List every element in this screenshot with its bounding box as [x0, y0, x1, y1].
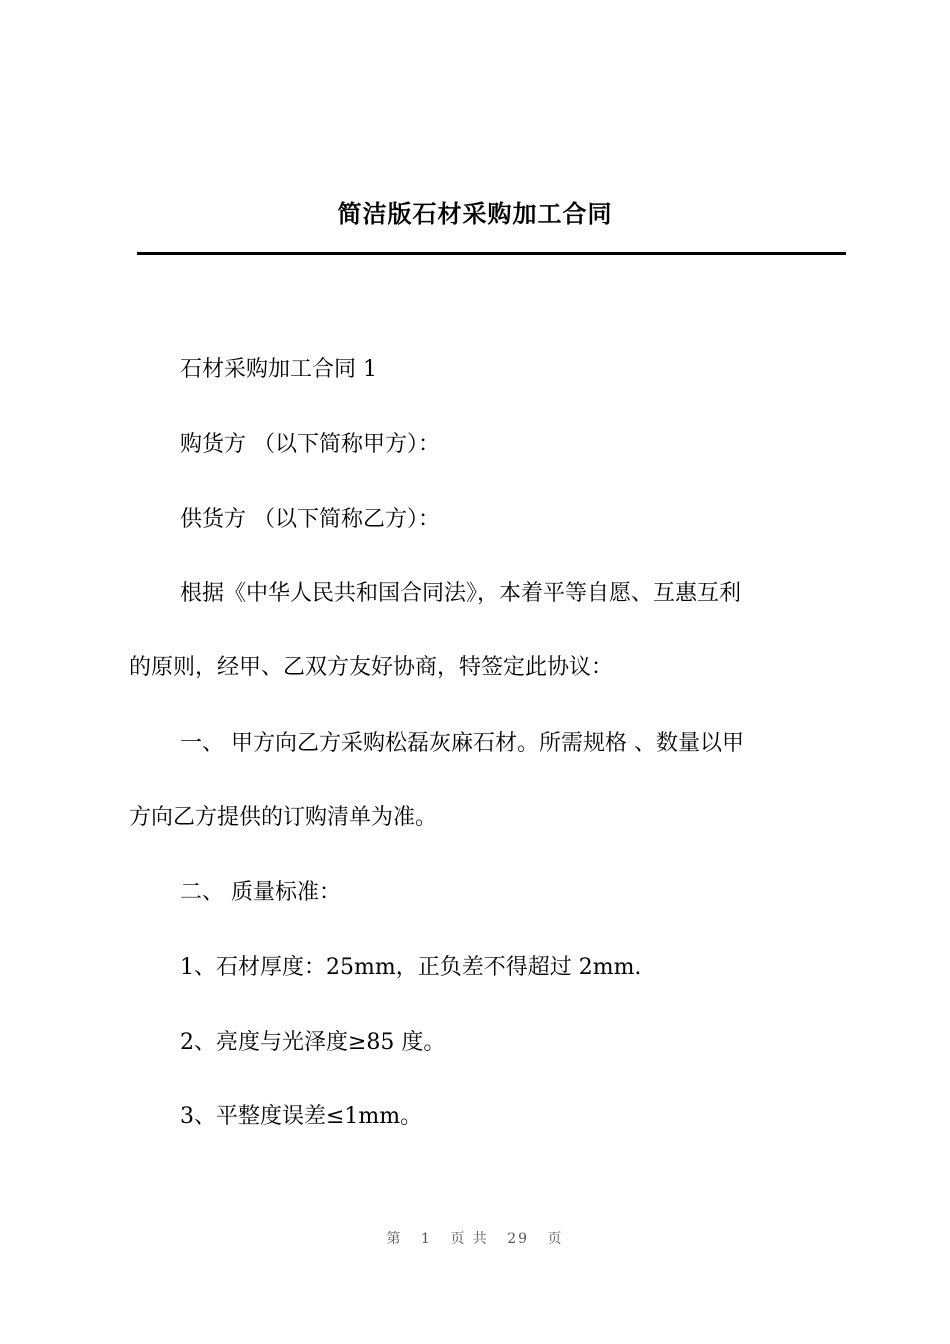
- clause-1-line-2: 方向乙方提供的订购清单为准。: [129, 805, 438, 830]
- standard-item-3: 3、平整度误差≤1mm。: [180, 1104, 423, 1129]
- contract-heading: 石材采购加工合同 1: [180, 357, 377, 382]
- title-underline: [137, 252, 846, 255]
- preamble-line-2: 的原则，经甲、乙双方友好协商，特签定此协议：: [129, 655, 614, 680]
- standard-item-1: 1、石材厚度：25mm，正负差不得超过 2mm.: [180, 955, 642, 980]
- footer-prefix: 第: [386, 1231, 403, 1247]
- standard-item-2: 2、亮度与光泽度≥85 度。: [180, 1030, 446, 1055]
- page-footer: [0, 1228, 950, 1250]
- footer-suffix: 页: [547, 1231, 564, 1247]
- document-title: 简洁版石材采购加工合同: [337, 199, 613, 228]
- footer-middle: 页 共: [450, 1231, 489, 1247]
- footer-current-page: 1: [420, 1231, 432, 1247]
- clause-2-heading: 二、 质量标准：: [180, 880, 341, 905]
- buyer-line: 购货方 （以下简称甲方）：: [180, 432, 440, 457]
- preamble-line-1: 根据《中华人民共和国合同法》，本着平等自愿、互惠互利: [180, 581, 742, 606]
- clause-1-line-1: 一、 甲方向乙方采购松磊灰麻石材。所需规格 、数量以甲: [180, 731, 744, 756]
- supplier-line: 供货方 （以下简称乙方）：: [180, 507, 440, 532]
- footer-total-pages: 29: [507, 1231, 530, 1247]
